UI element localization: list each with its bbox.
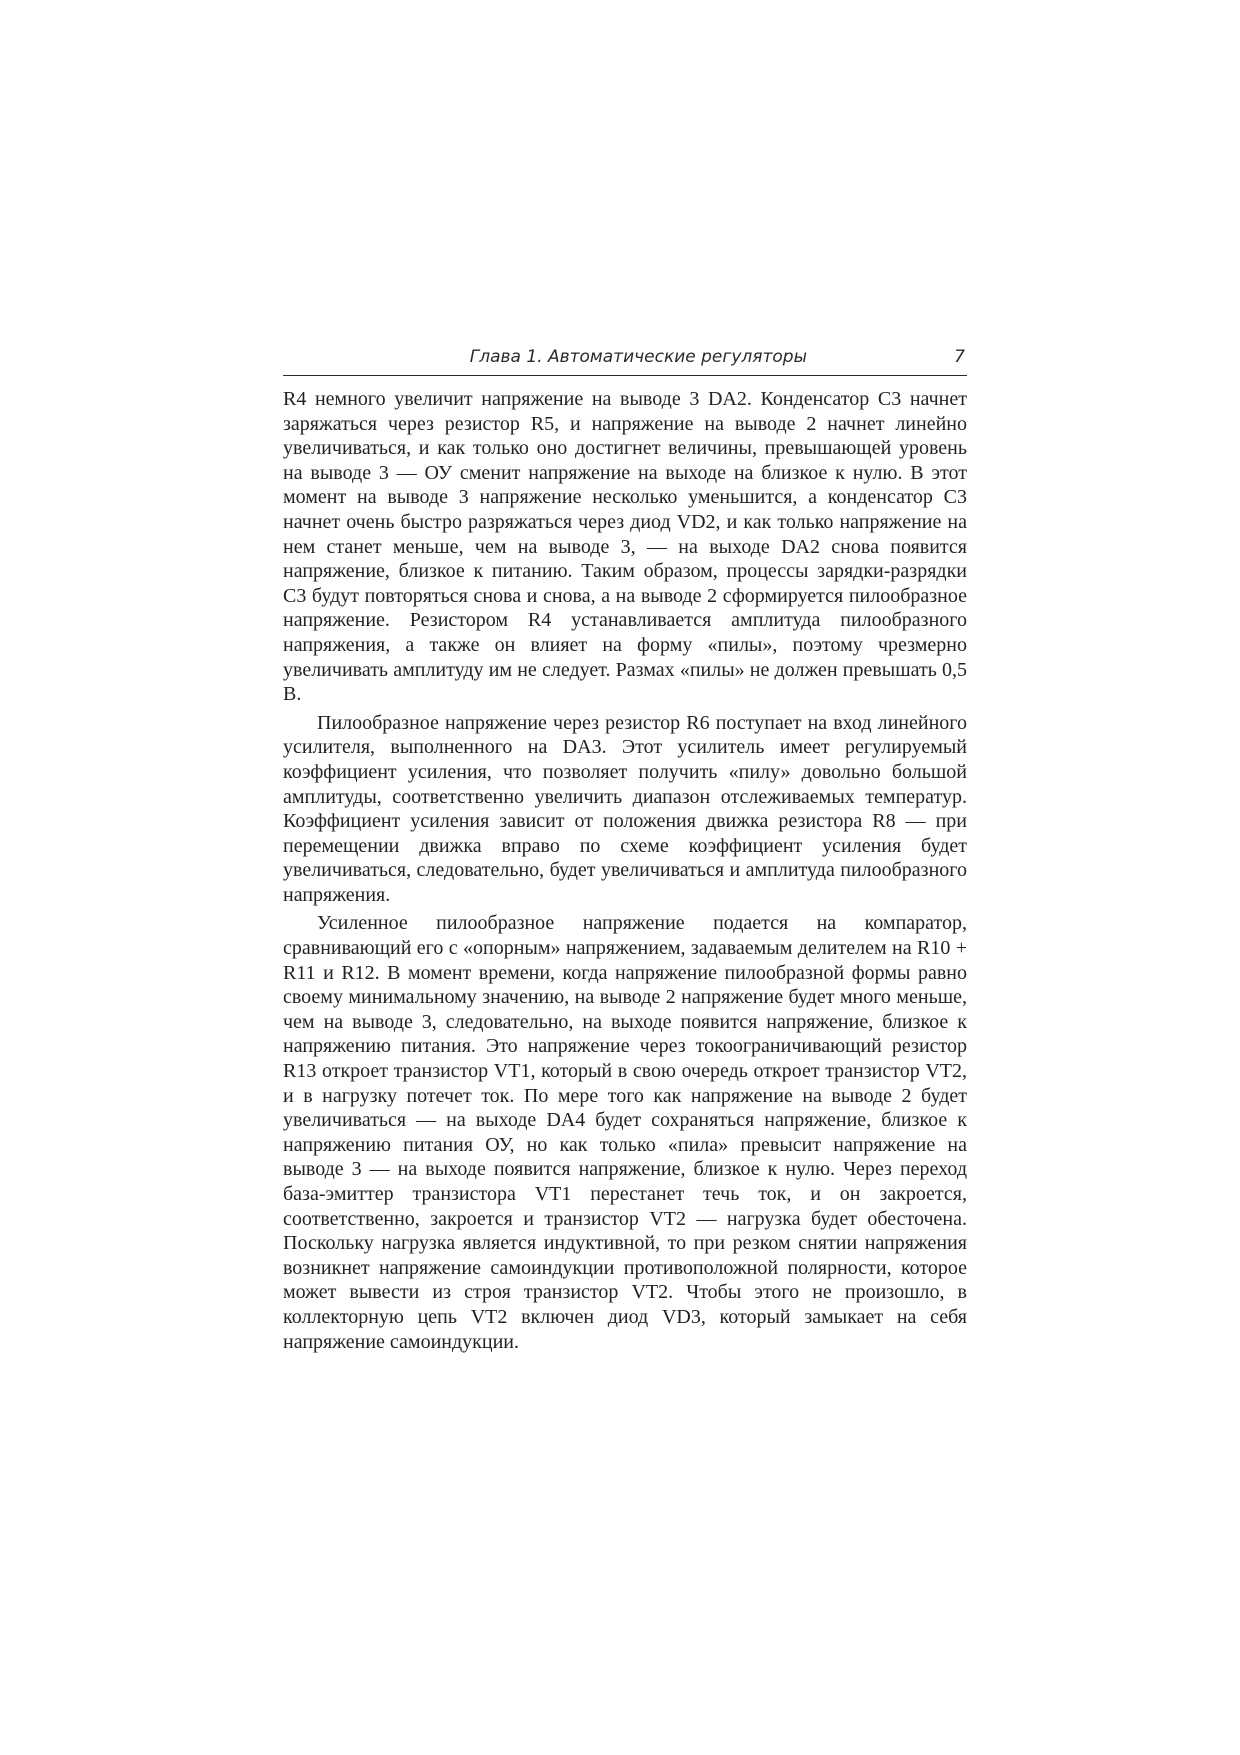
paragraph-2: Пилообразное напряжение через резистор R6 поступает на вход линейного усилителя, выполненного на DA3. Этот усилитель имеет регулируемый коэффициент усиления, что позволяет получить «пилу» довольно большой амплитуды, соответственно увеличить диапазон отслеживаемых температур. Коэффициент усиления зависит от положения движка резистора R8 — при перемещении движка вправо по схеме коэффициент усиления будет увеличиваться, следовательно, будет увеличиваться и амплитуда пилообразного напряжения. — [283, 711, 967, 906]
running-head — [283, 345, 967, 376]
body-text — [283, 387, 967, 1354]
page-number: 7 — [954, 347, 965, 367]
paragraph-3: Усиленное пилообразное напряжение подается на компаратор, сравнивающий его с «опорным» напряжением, задаваемым делителем на R10 + R11 и R12. В момент времени, когда напряжение пилообразной формы равно своему минимальному значению, на выводе 2 напряжение будет много меньше, чем на выводе 3, следовательно, на выходе появится напряжение, близкое к напряжению питания. Это напряжение через токоограничивающий резистор R13 откроет транзистор VT1, который в свою очередь откроет транзистор VT2, и в нагрузку потечет ток. По мере того как напряжение на выводе 2 будет увеличиваться — на выходе DA4 будет сохраняться напряжение, близкое к напряжению питания ОУ, но как только «пила» превысит напряжение на выводе 3 — на выходе появится напряжение, близкое к нулю. Через переход база-эмиттер транзистора VT1 перестанет течь ток, и он закроется, соответственно, закроется и транзистор VT2 — нагрузка будет обесточена. Поскольку нагрузка является индуктивной, то при резком снятии напряжения возникнет напряжение самоиндукции противоположной полярности, которое может вывести из строя транзистор VT2. Чтобы этого не произошло, в коллекторную цепь VT2 включен диод VD3, который замыкает на себя напряжение самоиндукции. — [283, 912, 967, 1353]
chapter-title: Глава 1. Автоматические регуляторы — [469, 347, 807, 367]
paragraph-1: R4 немного увеличит напряжение на выводе 3 DA2. Конденсатор С3 начнет заряжаться через резистор R5, и напряжение на выводе 2 начнет линейно увеличиваться, и как только оно достигнет величины, превышающей уровень на выводе 3 — ОУ сменит напряжение на выходе на близкое к нулю. В этот момент на выводе 3 напряжение несколько уменьшится, а конденсатор С3 начнет очень быстро разряжаться через диод VD2, и как только напряжение на нем станет меньше, чем на выводе 3, — на выходе DA2 снова появится напряжение, близкое к питанию. Таким образом, процессы зарядки-разрядки С3 будут повторяться снова и снова, а на выводе 2 сформируется пилообразное напряжение. Резистором R4 устанавливается амплитуда пилообразного напряжения, а также он влияет на форму «пилы», поэтому чрезмерно увеличивать амплитуду им не следует. Размах «пилы» не должен превышать 0,5 В. — [283, 388, 967, 706]
book-page — [283, 345, 967, 1354]
